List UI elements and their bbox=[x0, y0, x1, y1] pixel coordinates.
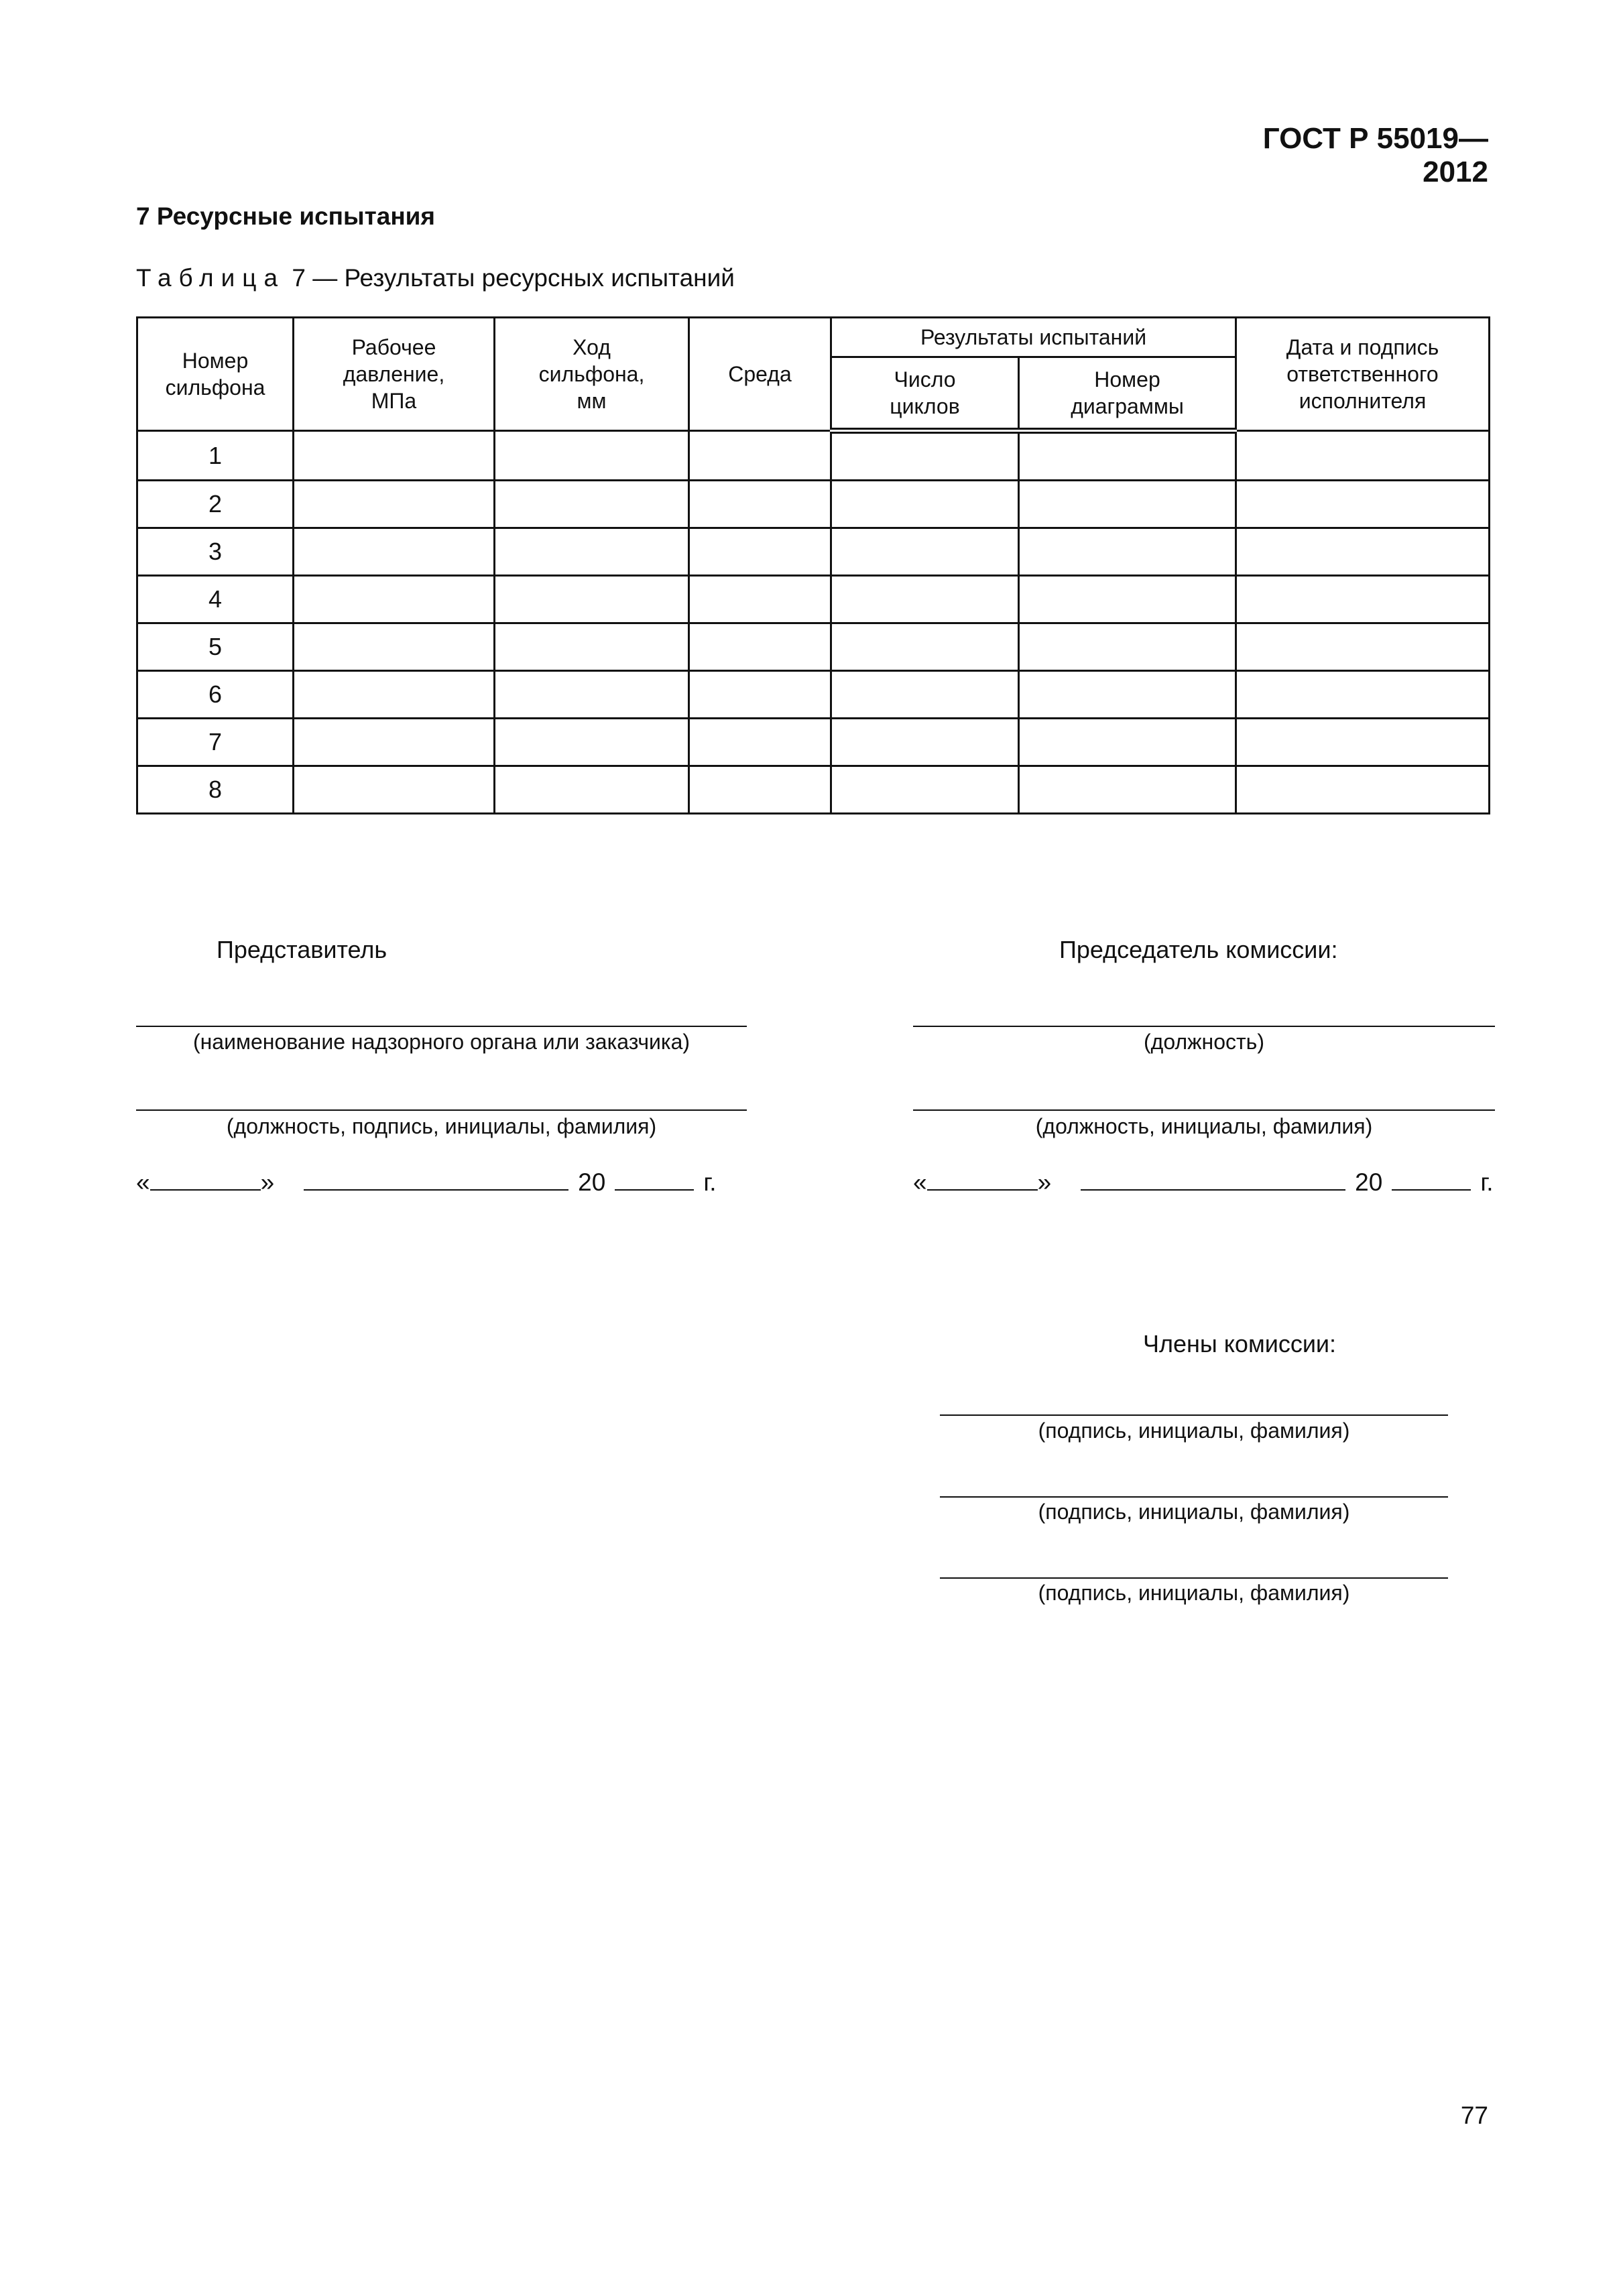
row-number-cell: 6 bbox=[137, 671, 294, 719]
empty-cell bbox=[1019, 576, 1236, 623]
header-working-pressure: Рабочее давление, МПа bbox=[294, 318, 495, 431]
empty-cell bbox=[831, 576, 1019, 623]
empty-cell bbox=[689, 528, 831, 576]
empty-cell bbox=[831, 671, 1019, 719]
empty-cell bbox=[495, 671, 689, 719]
member-line-2 bbox=[940, 1496, 1448, 1498]
table-row bbox=[137, 481, 1490, 528]
member-line-3 bbox=[940, 1577, 1448, 1579]
day-blank bbox=[927, 1166, 1038, 1191]
table-row bbox=[137, 528, 1490, 576]
empty-cell bbox=[1236, 671, 1490, 719]
row-number-cell: 7 bbox=[137, 719, 294, 766]
standard-code: ГОСТ Р 55019—2012 bbox=[1262, 122, 1488, 188]
table-row bbox=[137, 671, 1490, 719]
page-number: 77 bbox=[1460, 2102, 1488, 2129]
row-number-cell: 8 bbox=[137, 766, 294, 814]
empty-cell bbox=[294, 623, 495, 671]
header-bellows-number: Номер сильфона bbox=[137, 318, 294, 431]
representative-org-line bbox=[136, 1026, 747, 1027]
representative-person-line bbox=[136, 1109, 747, 1111]
empty-cell bbox=[689, 719, 831, 766]
empty-cell bbox=[495, 766, 689, 814]
month-blank bbox=[304, 1166, 568, 1191]
header-test-results: Результаты испытаний bbox=[831, 318, 1236, 357]
table-row bbox=[137, 431, 1490, 481]
empty-cell bbox=[294, 766, 495, 814]
results-table bbox=[136, 316, 1490, 814]
section-title: 7 Ресурсные испытания bbox=[136, 202, 436, 230]
row-number-cell: 2 bbox=[137, 481, 294, 528]
table-row bbox=[137, 623, 1490, 671]
empty-cell bbox=[831, 719, 1019, 766]
member-line-1 bbox=[940, 1414, 1448, 1416]
row-number-cell: 5 bbox=[137, 623, 294, 671]
member-caption-2: (подпись, инициалы, фамилия) bbox=[1038, 1500, 1350, 1524]
empty-cell bbox=[689, 576, 831, 623]
representative-label: Представитель bbox=[217, 936, 387, 963]
empty-cell bbox=[294, 719, 495, 766]
empty-cell bbox=[831, 623, 1019, 671]
header-diagram-number: Номер диаграммы bbox=[1019, 357, 1236, 431]
year-blank bbox=[1392, 1166, 1471, 1191]
empty-cell bbox=[1019, 766, 1236, 814]
representative-person-caption: (должность, подпись, инициалы, фамилия) bbox=[226, 1114, 657, 1138]
empty-cell bbox=[1019, 528, 1236, 576]
empty-cell bbox=[495, 719, 689, 766]
chairman-label: Председатель комиссии: bbox=[1059, 936, 1338, 963]
empty-cell bbox=[689, 431, 831, 481]
representative-date: « » 20 г. bbox=[136, 1166, 717, 1197]
chairman-date: « » 20 г. bbox=[913, 1166, 1494, 1197]
empty-cell bbox=[831, 431, 1019, 481]
empty-cell bbox=[1019, 671, 1236, 719]
empty-cell bbox=[294, 431, 495, 481]
table-row bbox=[137, 766, 1490, 814]
chairman-position-line bbox=[913, 1026, 1495, 1027]
empty-cell bbox=[1236, 766, 1490, 814]
representative-org-caption: (наименование надзорного органа или заказчика) bbox=[192, 1030, 690, 1054]
empty-cell bbox=[1236, 623, 1490, 671]
empty-cell bbox=[294, 528, 495, 576]
member-caption-3: (подпись, инициалы, фамилия) bbox=[1038, 1581, 1350, 1605]
empty-cell bbox=[1019, 623, 1236, 671]
empty-cell bbox=[1019, 431, 1236, 481]
empty-cell bbox=[689, 671, 831, 719]
empty-cell bbox=[831, 481, 1019, 528]
empty-cell bbox=[1019, 481, 1236, 528]
header-medium: Среда bbox=[689, 318, 831, 431]
empty-cell bbox=[689, 623, 831, 671]
empty-cell bbox=[495, 528, 689, 576]
day-blank bbox=[150, 1166, 261, 1191]
month-blank bbox=[1081, 1166, 1345, 1191]
empty-cell bbox=[495, 481, 689, 528]
chairman-person-caption: (должность, инициалы, фамилия) bbox=[1035, 1114, 1373, 1138]
table-caption-text: 7 — Результаты ресурсных испытаний bbox=[292, 264, 735, 292]
header-date-signature: Дата и подпись ответственного исполнителя bbox=[1236, 318, 1490, 431]
row-number-cell: 3 bbox=[137, 528, 294, 576]
empty-cell bbox=[1236, 528, 1490, 576]
table-caption bbox=[136, 264, 735, 292]
empty-cell bbox=[294, 576, 495, 623]
empty-cell bbox=[1236, 719, 1490, 766]
year-blank bbox=[615, 1166, 694, 1191]
header-bellows-stroke: Ход сильфона, мм bbox=[495, 318, 689, 431]
empty-cell bbox=[495, 431, 689, 481]
member-caption-1: (подпись, инициалы, фамилия) bbox=[1038, 1418, 1350, 1443]
empty-cell bbox=[495, 576, 689, 623]
empty-cell bbox=[831, 766, 1019, 814]
empty-cell bbox=[689, 766, 831, 814]
empty-cell bbox=[1236, 576, 1490, 623]
empty-cell bbox=[294, 671, 495, 719]
row-number-cell: 1 bbox=[137, 431, 294, 481]
header-cycle-count: Число циклов bbox=[831, 357, 1019, 431]
empty-cell bbox=[1019, 719, 1236, 766]
empty-cell bbox=[689, 481, 831, 528]
chairman-position-caption: (должность) bbox=[1144, 1030, 1264, 1054]
empty-cell bbox=[831, 528, 1019, 576]
empty-cell bbox=[1236, 481, 1490, 528]
chairman-person-line bbox=[913, 1109, 1495, 1111]
empty-cell bbox=[294, 481, 495, 528]
row-number-cell: 4 bbox=[137, 576, 294, 623]
table-row bbox=[137, 719, 1490, 766]
members-label: Члены комиссии: bbox=[1143, 1330, 1337, 1357]
table-row bbox=[137, 576, 1490, 623]
empty-cell bbox=[495, 623, 689, 671]
empty-cell bbox=[1236, 431, 1490, 481]
table-caption-prefix: Таблица bbox=[136, 264, 286, 292]
